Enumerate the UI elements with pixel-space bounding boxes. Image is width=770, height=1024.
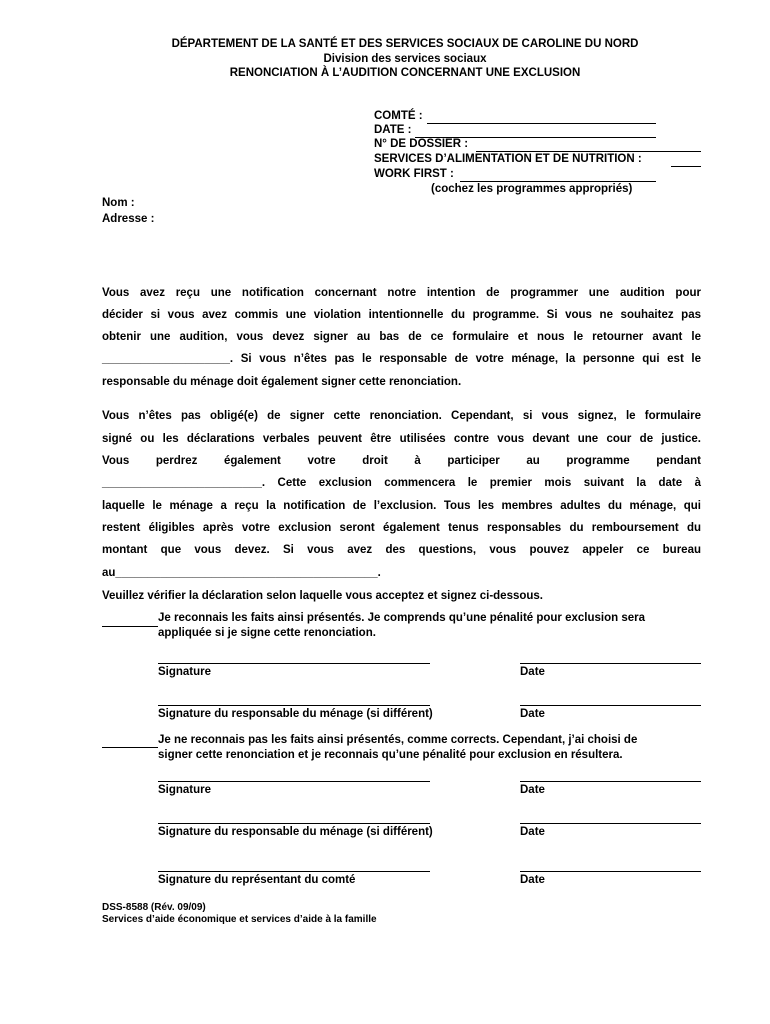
paragraph1-line: Vous avez reçu une notification concernant notre intention de programmer une audition pour bbox=[102, 287, 701, 299]
date-label: DATE : bbox=[374, 124, 412, 136]
instruction-line: Veuillez vérifier la déclaration selon laquelle vous acceptez et signez ci-dessous. bbox=[102, 590, 544, 602]
date-label: Date bbox=[520, 666, 545, 678]
paragraph2-line: signé ou les déclarations verbales peuvent être utilisées contre vous devant une cour de justice. bbox=[102, 433, 701, 445]
division-title: Division des services sociaux bbox=[323, 53, 487, 65]
nom-label: Nom : bbox=[102, 197, 135, 209]
paragraph2-line: montant que vous devez. Si vous avez des questions, vous pouvez appeler ce bureau bbox=[102, 544, 701, 556]
paragraph1-line: obtenir une audition, vous devez signer au bas de ce formulaire et nous le retourner avant le bbox=[102, 331, 701, 343]
household-signature-label: Signature du responsable du ménage (si différent) bbox=[158, 708, 433, 720]
signature-label: Signature bbox=[158, 784, 212, 796]
date-label: Date bbox=[520, 708, 545, 720]
services-label: SERVICES D’ALIMENTATION ET DE NUTRITION : bbox=[374, 153, 642, 165]
date-line[interactable] bbox=[520, 663, 701, 664]
work-first-checkbox[interactable] bbox=[460, 181, 656, 182]
household-signature-line[interactable] bbox=[158, 705, 430, 706]
paragraph1-line: décider si vous avez commis une violation intentionnelle du programme. Si vous ne souhaitez pas bbox=[102, 309, 701, 321]
comte-label: COMTÉ : bbox=[374, 110, 423, 122]
agency-name: Services d’aide économique et services d’aide à la famille bbox=[102, 914, 377, 925]
paragraph1-line: ____________________. Si vous n’êtes pas le responsable de votre ménage, la personne qui est le bbox=[102, 353, 701, 365]
option2-check-line[interactable] bbox=[102, 747, 158, 748]
paragraph2-line: au_________________________________________. bbox=[102, 567, 381, 579]
paragraph2-line: Vous perdrez également votre droit à participer au programme pendant bbox=[102, 455, 701, 467]
work-first-label: WORK FIRST : bbox=[374, 168, 454, 180]
comte-field[interactable] bbox=[427, 123, 656, 124]
department-title: DÉPARTEMENT DE LA SANTÉ ET DES SERVICES SOCIAUX DE CAROLINE DU NORD bbox=[171, 38, 639, 50]
paragraph2-line: laquelle le ménage a reçu la notification de l’exclusion. Tous les membres adultes du ménage, qui bbox=[102, 500, 701, 512]
form-title: RENONCIATION À L’AUDITION CONCERNANT UNE EXCLUSION bbox=[229, 67, 581, 79]
date-label: Date bbox=[520, 874, 545, 886]
paragraph1-line: responsable du ménage doit également signer cette renonciation. bbox=[102, 376, 462, 388]
option1-check-line[interactable] bbox=[102, 626, 158, 627]
date-line[interactable] bbox=[520, 781, 701, 782]
household-signature-label: Signature du responsable du ménage (si différent) bbox=[158, 826, 433, 838]
date-line[interactable] bbox=[520, 871, 701, 872]
date-label: Date bbox=[520, 826, 545, 838]
program-note: (cochez les programmes appropriés) bbox=[431, 183, 633, 195]
dossier-field[interactable] bbox=[476, 151, 701, 152]
option2-text: signer cette renonciation et je reconnais qu’une pénalité pour exclusion en résultera. bbox=[158, 749, 623, 761]
form-id: DSS-8588 (Rév. 09/09) bbox=[102, 902, 206, 913]
date-line[interactable] bbox=[520, 705, 701, 706]
paragraph2-line: Vous n’êtes pas obligé(e) de signer cette renonciation. Cependant, si vous signez, le formulaire bbox=[102, 410, 701, 422]
dossier-label: N° DE DOSSIER : bbox=[374, 138, 469, 150]
signature-line[interactable] bbox=[158, 781, 430, 782]
adresse-label: Adresse : bbox=[102, 213, 155, 225]
signature-line[interactable] bbox=[158, 663, 430, 664]
date-line[interactable] bbox=[520, 823, 701, 824]
option2-text: Je ne reconnais pas les faits ainsi présentés, comme corrects. Cependant, j’ai choisi de bbox=[158, 734, 638, 746]
household-signature-line[interactable] bbox=[158, 823, 430, 824]
county-rep-signature-line[interactable] bbox=[158, 871, 430, 872]
services-checkbox[interactable] bbox=[671, 166, 701, 167]
paragraph2-line: _________________________. Cette exclusion commencera le premier mois suivant la date à bbox=[102, 477, 701, 489]
option1-text: appliquée si je signe cette renonciation. bbox=[158, 627, 376, 639]
county-rep-signature-label: Signature du représentant du comté bbox=[158, 874, 356, 886]
signature-label: Signature bbox=[158, 666, 212, 678]
option1-text: Je reconnais les faits ainsi présentés. Je comprends qu’une pénalité pour exclusion sera bbox=[158, 612, 646, 624]
date-label: Date bbox=[520, 784, 545, 796]
paragraph2-line: restent éligibles après votre exclusion seront également tenus responsables du remboursement du bbox=[102, 522, 701, 534]
